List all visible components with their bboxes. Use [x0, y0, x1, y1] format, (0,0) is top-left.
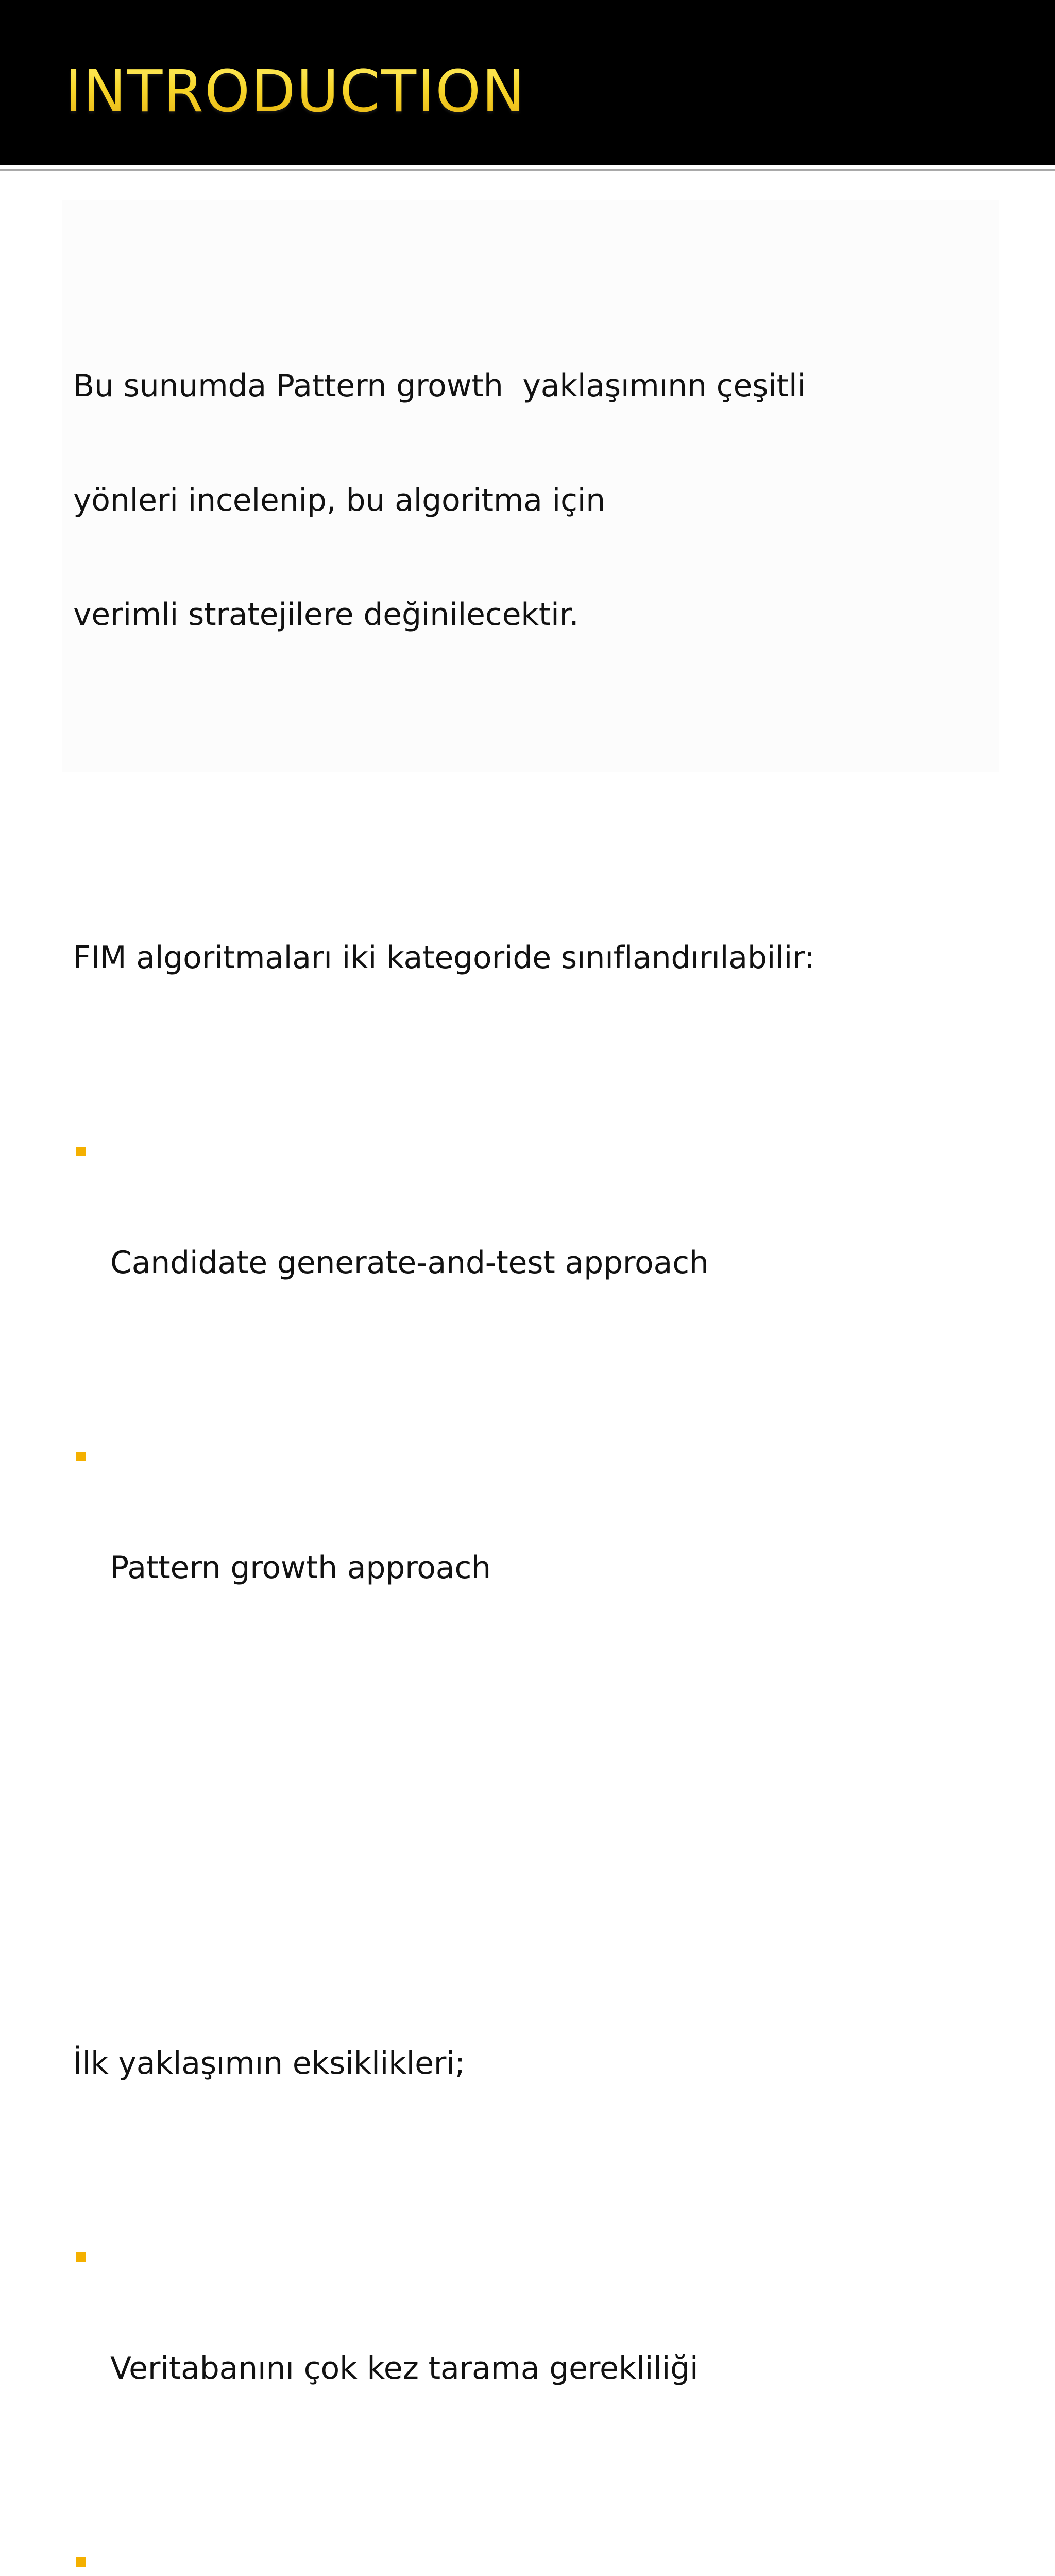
drawbacks-heading: İlk yaklaşımın eksiklikleri;	[73, 2045, 465, 2081]
slide-body	[73, 214, 995, 2576]
square-bullet-icon	[76, 1147, 86, 1156]
fim-section	[73, 862, 995, 1816]
fim-category-label: Candidate generate-and-test approach	[110, 1245, 709, 1281]
square-bullet-icon	[76, 1452, 86, 1461]
intro-line: Bu sunumda Pattern growth yaklaşımınn çeşitli	[73, 368, 806, 404]
square-bullet-icon	[76, 2557, 86, 2567]
slide-header	[0, 0, 1055, 165]
slide-title: INTRODUCTION	[65, 56, 526, 128]
drawbacks-list	[73, 2159, 995, 2576]
fim-category-list	[73, 1053, 995, 1739]
drawback-item	[73, 2235, 995, 2464]
fim-category-item	[73, 1129, 995, 1358]
intro-paragraph	[73, 291, 995, 710]
fim-category-item	[73, 1434, 995, 1663]
intro-line: yönleri incelenip, bu algoritma için	[73, 482, 606, 518]
header-gray-divider	[0, 169, 1055, 171]
drawback-label: Veritabanını çok kez tarama gerekliliği	[110, 2350, 699, 2386]
drawback-item	[73, 2540, 995, 2576]
header-white-divider	[0, 165, 1055, 169]
fim-heading: FIM algoritmaları iki kategoride sınıflandırılabilir:	[73, 940, 815, 976]
square-bullet-icon	[76, 2252, 86, 2262]
intro-line: verimli stratejilere değinilecektir.	[73, 597, 579, 633]
drawbacks-section	[73, 1968, 995, 2576]
fim-category-label: Pattern growth approach	[110, 1550, 491, 1586]
